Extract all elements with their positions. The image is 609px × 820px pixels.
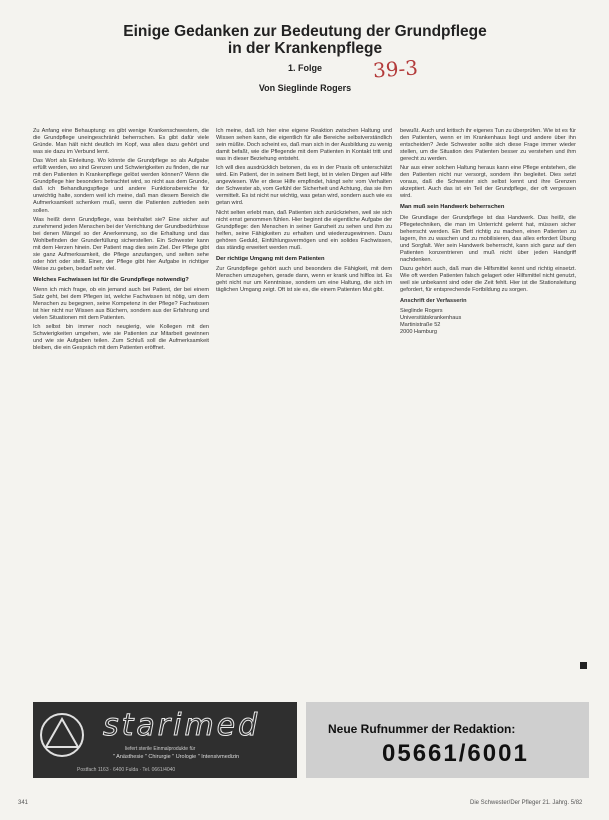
end-mark	[580, 662, 587, 669]
handwritten-note: 39-3	[372, 55, 419, 83]
author-address-label: Anschrift der Verfasserin	[400, 298, 467, 305]
paragraph: Wenn ich mich frage, ob ein jemand auch bei Patient, der bei einem Satz geht, bei dem Pflegen ist, welche Fachwissen ist nötig, um dem Menschen zu begegnen, seine Kompetenz in der Pflege? Fachwissen ist hier nicht nur Wissen aus Büchern, sondern aus der Erfahrung und vielen Situationen mit dem Patienten.	[33, 286, 209, 322]
paragraph: Zur Grundpflege gehört auch und besonders die Fähigkeit, mit dem Menschen umzugehen, gerade dann, wenn er krank und hilflos ist. Es geht nicht nur um Kenntnisse, sondern um eine Haltung, die sich im täglichen Umgang zeigt. Oft ist sie es, die einem Patienten Mut gibt.	[216, 265, 392, 293]
section-heading: Man muß sein Handwerk beherrschen	[400, 204, 505, 211]
starimed-address: Postfach 1163 · 6400 Fulda · Tel. 0661/4040	[77, 767, 176, 773]
starimed-tagline: liefert sterile Einmalprodukte für	[125, 746, 196, 752]
article-title-line-1: Einige Gedanken zur Bedeutung der Grundpflege	[123, 23, 487, 40]
redaktion-headline: Neue Rufnummer der Redaktion:	[328, 722, 516, 736]
paragraph: Die Grundlage der Grundpflege ist das Handwerk. Das heißt, die Pflegetechniken, die man im Unterricht gelernt hat, müssen sicher beherrscht werden. Ein Bett richtig zu machen, einen Patienten zu lagern, ihn zu waschen und zu mobilisieren, das alles erfordert Übung und Sorgfalt. Wer sein Handwerk beherrscht, kann sich ganz auf den Patienten konzentrieren und muß nicht über jeden Handgriff nachdenken.	[400, 214, 576, 263]
column-2	[216, 128, 392, 296]
author-name: Sieglinde Rogers	[400, 308, 443, 315]
paragraph: bewußt. Auch und kritisch ihr eigenes Tun zu überprüfen. Wie ist es für den Patienten, wenn er im Krankenhaus liegt und andere über ihn entscheiden? Jede Schwester sollte sich diese Frage immer wieder stellen, um die Situation des Patienten besser zu verstehen und ihm gerecht zu werden.	[400, 128, 576, 163]
series-label: 1. Folge	[287, 63, 322, 73]
section-heading: Der richtige Umgang mit dem Patienten	[216, 255, 325, 262]
paragraph: Zu Anfang eine Behauptung: es gibt wenige Krankenschwestern, die die Grundpflege uneingeschränkt beherrschen. Es gibt dafür viele Gründe. Man hält nicht deutlich im Kopf, was alles dazu gehört und was sie dazu im Verbund lernt.	[33, 128, 209, 156]
paragraph: Das Wort als Einleitung. Wo könnte die Grundpflege so als Aufgabe erfüllt werden, wo sind Grenzen und Schwierigkeiten zu finden, die nur mit den Patienten in Krankenpflege gelöst werden können? Wenn die Grundpflege hier besonders betrachtet wird, so nicht aus dem Grunde, daß ich Behandlungspflege und andere Funktionsbereiche für unwichtig halte, sondern weil ich meine, daß man diesem Bereich die Aufmerksamkeit schenken muß, wenn die Patienten zufrieden sein sollen.	[33, 158, 209, 214]
byline: Von Sieglinde Rogers	[258, 83, 352, 93]
author-city: 2000 Hamburg	[400, 329, 438, 336]
column-3	[400, 128, 576, 336]
author-address	[400, 298, 576, 336]
paragraph: Dazu gehört auch, daß man die Hilfsmittel kennt und richtig einsetzt. Wie oft werden Patienten falsch gelagert oder Hilfsmittel nicht genutzt, weil sie unbekannt sind oder die Zeit fehlt. Hier ist die Stationsleitung gefordert, für entsprechende Fortbildung zu sorgen.	[400, 265, 576, 293]
redaktion-phone-number: 05661/6001	[382, 740, 529, 767]
starimed-brand: starimed	[103, 708, 261, 743]
page-number: 341	[18, 800, 29, 806]
starimed-logo-icon	[39, 712, 85, 758]
redaktion-phone-box	[306, 702, 589, 778]
starimed-products: " Anästhesie " Chirurgie " Urologie " Intensivmedizin	[113, 754, 240, 760]
author-street: Martinistraße 52	[400, 322, 441, 329]
paragraph: Nicht selten erlebt man, daß Patienten sich zurückziehen, weil sie sich nicht ernst genommen fühlen. Hier beginnt die eigentliche Aufgabe der Grundpflege: den Menschen in seiner Ganzheit zu sehen und ihm zu helfen, seine Fähigkeiten zu erhalten und wiederzugewinnen. Dazu gehören Geduld, Einfühlungsvermögen und ein solides Fachwissen, das ständig erweitert werden muß.	[216, 209, 392, 251]
paragraph: Ich will dies ausdrücklich betonen, da es in der Praxis oft unterschätzt wird. Ein Patient, der in seinem Bett liegt, ist in vielen Dingen auf Hilfe angewiesen. Wie er diese Hilfe empfindet, hängt sehr vom Verhalten der Schwester ab, vom Gefühl der Sicherheit und Achtung, das sie ihm vermittelt. Es ist nicht nur wichtig, was getan wird, sondern auch wie es getan wird.	[216, 165, 392, 207]
starimed-ad	[33, 702, 297, 778]
article-title-line-2: in der Krankenpflege	[227, 40, 383, 57]
journal-reference: Die Schwester/Der Pfleger 21. Jahrg. 5/82	[470, 800, 583, 806]
paragraph: Nur aus einer solchen Haltung heraus kann eine Pflege entstehen, die den Patienten nicht nur versorgt, sondern ihn begleitet. Dies setzt voraus, daß die Schwester sich selbst kennt und ihre Grenzen akzeptiert. Auch das ist ein Teil der Grundpflege, der oft vergessen wird.	[400, 165, 576, 200]
paragraph: Ich selbst bin immer noch neugierig, wie Kollegen mit den Schwierigkeiten umgehen, wie sie Patienten zur Mitarbeit gewinnen und wie sie Aufgaben teilen. Zum Schluß soll die Aufmerksamkeit bleiben, die ein Gespräch mit dem Patienten eröffnet.	[33, 324, 209, 352]
paragraph: Ich meine, daß ich hier eine eigene Reaktion zwischen Haltung und Wissen sehen kann, die eigentlich für alle Bereiche selbstverständlich sein müßte. Doch scheint es, daß man sich in der Ausbildung zu wenig damit befaßt, wie die Pflegende mit dem Patienten in Kontakt tritt und was in dieser Beziehung entsteht.	[216, 128, 392, 163]
paragraph: Was heißt denn Grundpflege, was beinhaltet sie? Eine sicher auf zunehmend jeden Menschen bei der Verrichtung der Grundbedürfnisse bei denen Mängel so der Anerkennung, so die Erhaltung und das Wohlbefinden der Grunderfüllung sicherstellen. Ein Schwester kann mit dem Herzen hinein. Der Patient mag dies sein Ziel. Der Pflege gibt sie ganz Aufmerksamkeit, die Pflege anzufangen, und selten sehe oder hört oder stellt. Einer, der Pflege gibt hier Aufgabe in richtiger Weise zu geben, bedarf sehr viel.	[33, 216, 210, 272]
column-1	[33, 128, 209, 354]
section-heading: Welches Fachwissen ist für die Grundpflege notwendig?	[33, 276, 189, 283]
author-institution: Universitätskrankenhaus	[400, 315, 462, 322]
